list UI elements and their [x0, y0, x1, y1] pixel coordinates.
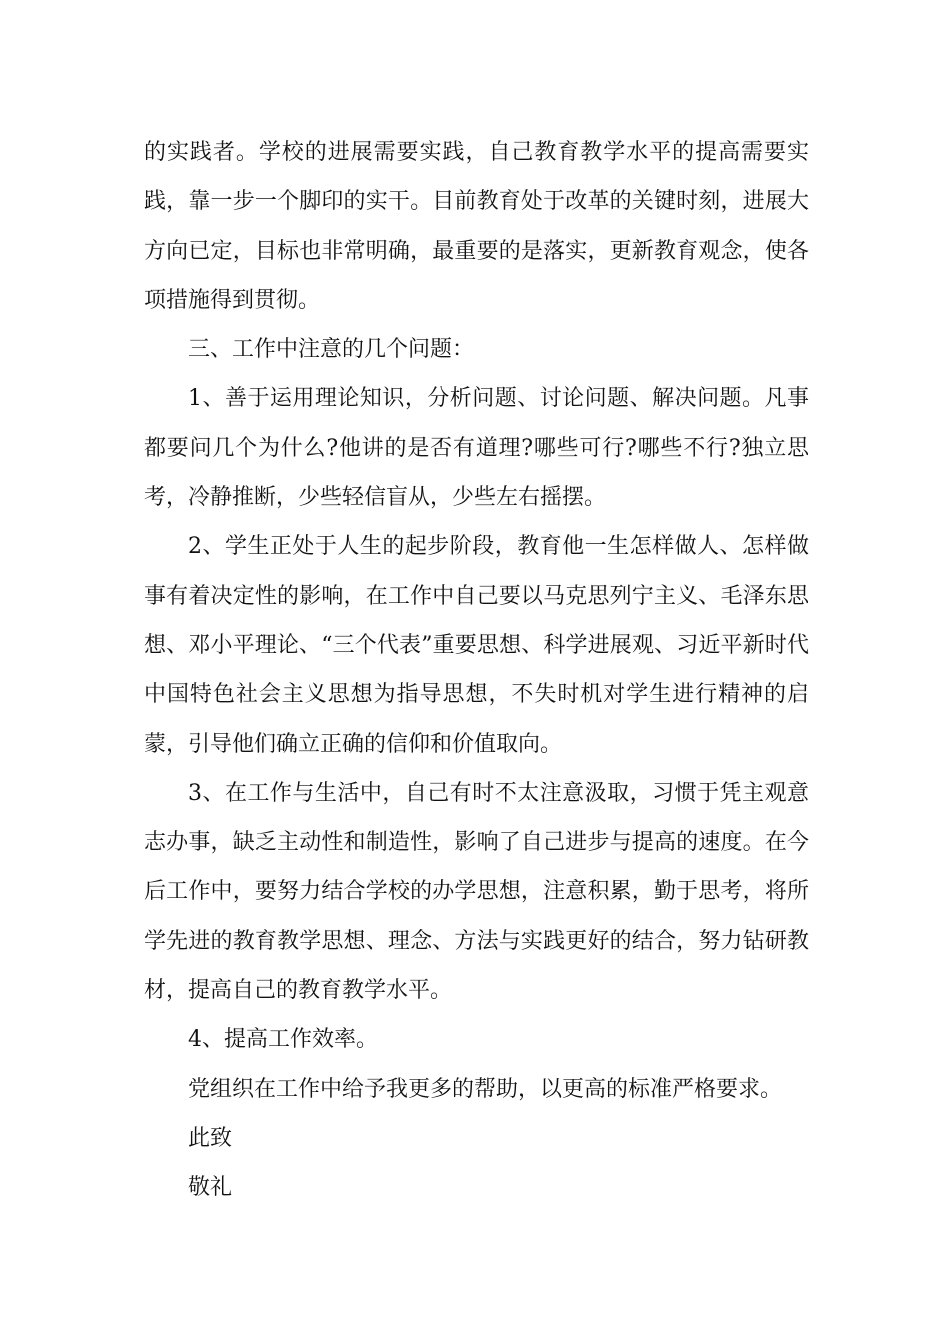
- document-page: [144, 128, 809, 1213]
- paragraph-item-2: 2、学生正处于人生的起步阶段，教育他一生怎样做人、怎样做事有着决定性的影响，在工作中自己要以马克思列宁主义、毛泽东思想、邓小平理论、“三个代表”重要思想、科学进展观、习近平新时代中国特色社会主义思想为指导思想，不失时机对学生进行精神的启蒙，引导他们确立正确的信仰和价值取向。: [144, 534, 809, 757]
- paragraph-item-1: 1、善于运用理论知识，分析问题、讨论问题、解决问题。凡事都要问几个为什么?他讲的是否有道理?哪些可行?哪些不行?独立思考，冷静推断，少些轻信盲从，少些左右摇摆。: [144, 386, 809, 511]
- paragraph-item-4: 4、提高工作效率。: [188, 1027, 378, 1053]
- paragraph-continuation: 的实践者。学校的进展需要实践，自己教育教学水平的提高需要实践，靠一步一个脚印的实干。目前教育处于改革的关键时刻，进展大方向已定，目标也非常明确，最重要的是落实，更新教育观念，使各项措施得到贯彻。: [144, 140, 809, 313]
- paragraph-request: 党组织在工作中给予我更多的帮助，以更高的标准严格要求。: [188, 1076, 783, 1102]
- closing-salutation: 此致: [188, 1125, 233, 1151]
- section-heading: 三、工作中注意的几个问题：: [188, 337, 475, 363]
- closing-regards: 敬礼: [188, 1175, 233, 1201]
- paragraph-item-3: 3、在工作与生活中，自己有时不太注意汲取，习惯于凭主观意志办事，缺乏主动性和制造性，影响了自己进步与提高的速度。在今后工作中，要努力结合学校的办学思想，注意积累，勤于思考，将所学先进的教育教学思想、理念、方法与实践更好的结合，努力钻研教材，提高自己的教育教学水平。: [144, 780, 809, 1004]
